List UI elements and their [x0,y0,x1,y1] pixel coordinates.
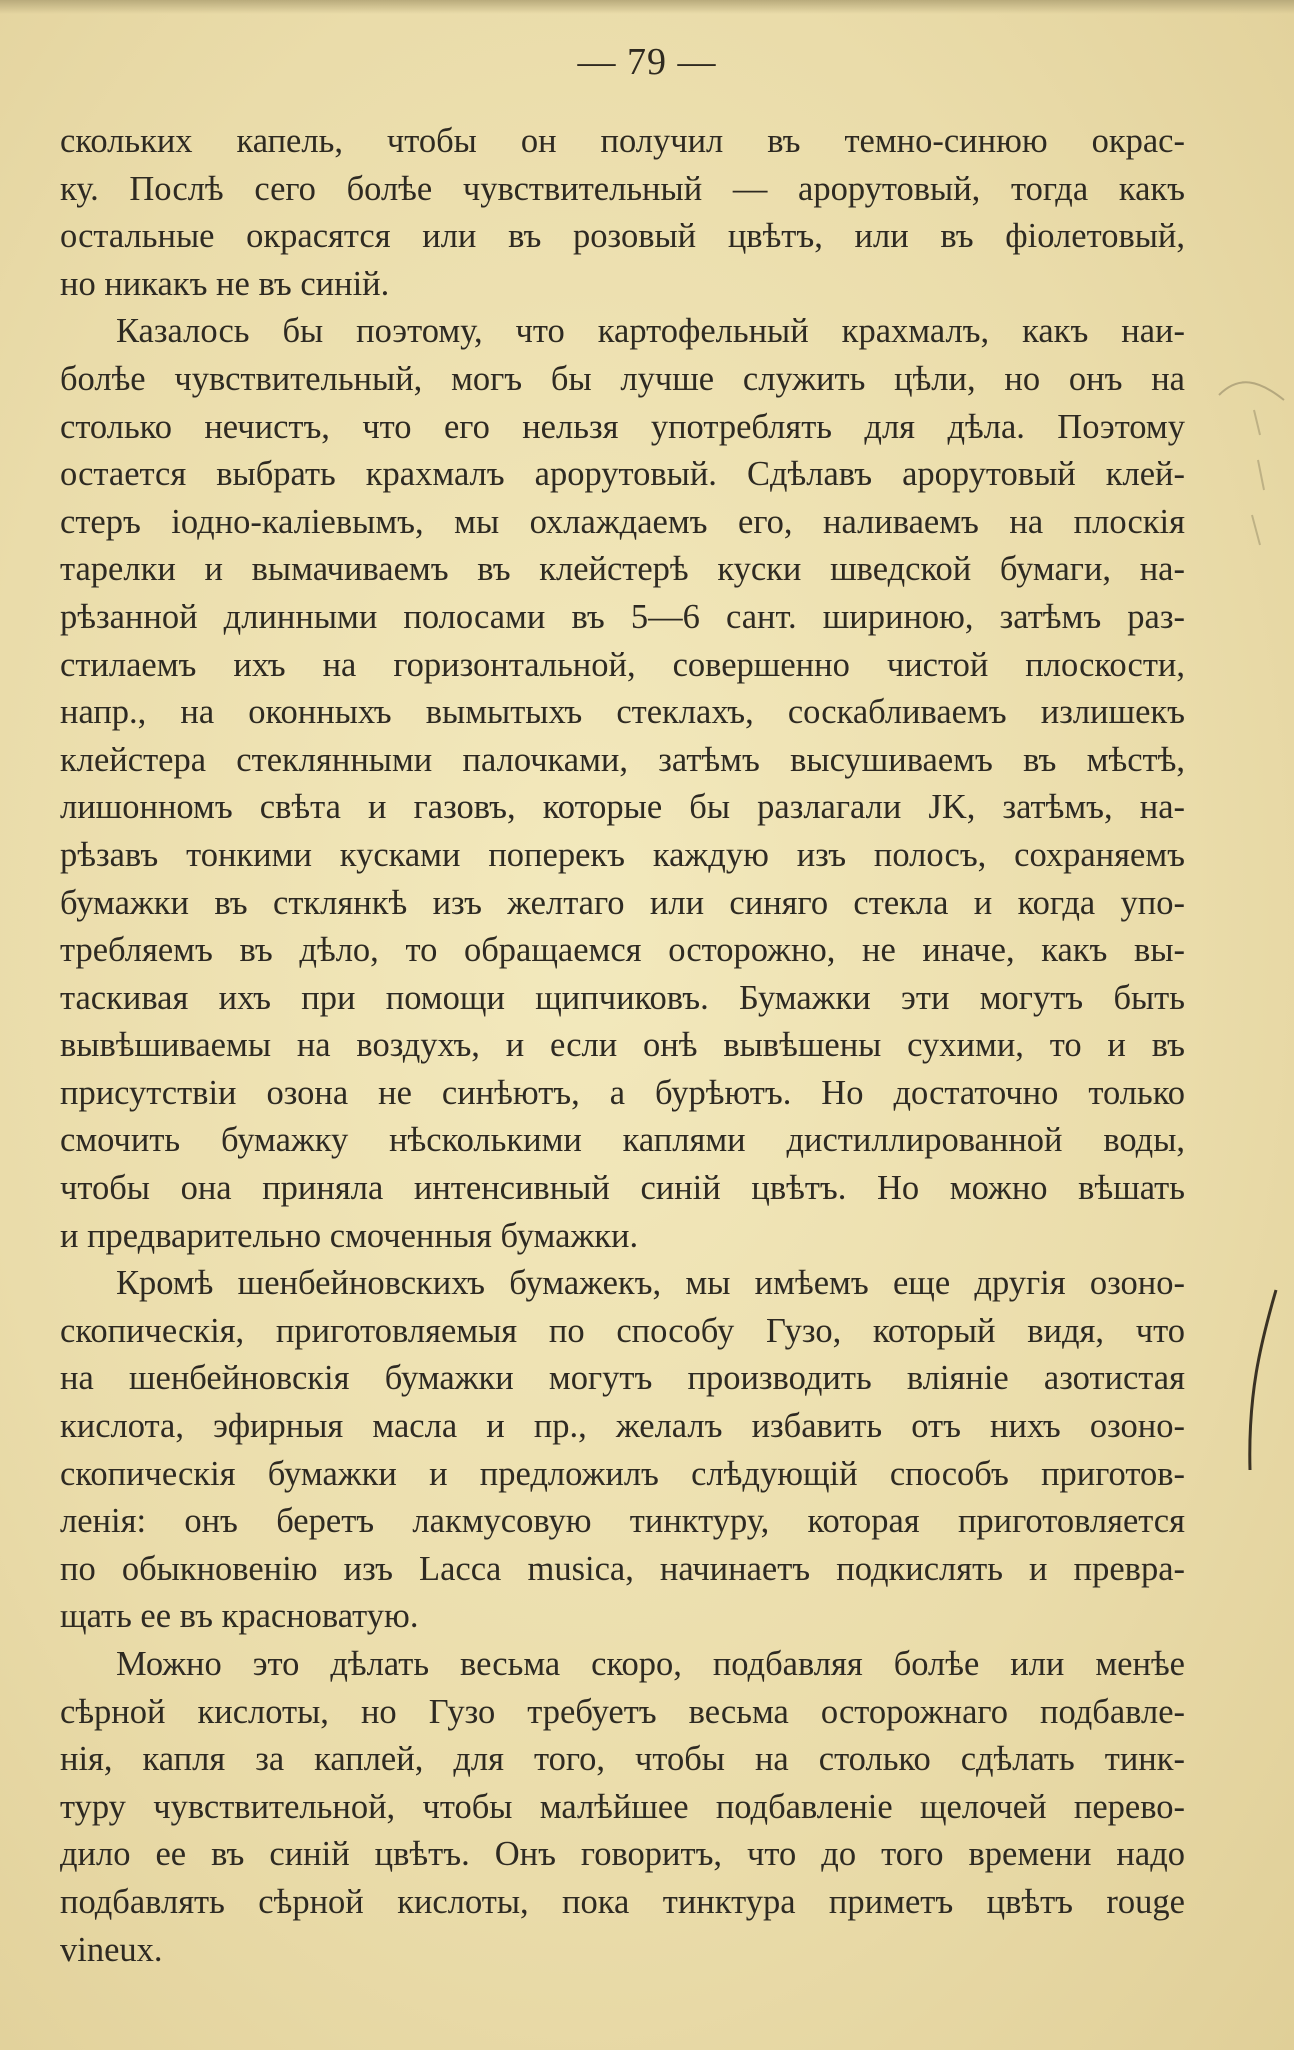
text-line: но никакъ не въ синій. [60,264,390,303]
text-line: остальные окрасятся или въ розовый цвѣтъ, или въ фіолетовый, [60,217,1185,256]
text-line: чтобы она приняла интенсивный синій цвѣтъ. Но можно вѣшать [60,1169,1185,1208]
text-line: тарелки и вымачиваемъ въ клейстерѣ куски шведской бумаги, на- [60,550,1185,589]
text-line: Казалось бы поэтому, что картофельный крахмалъ, какъ наи- [116,312,1185,351]
text-line: ку. Послѣ сего болѣе чувствительный — арорутовый, тогда какъ [60,169,1185,208]
text-line: ленія: онъ беретъ лакмусовую тинктуру, которая приготовляется [60,1502,1185,1541]
paragraph-1 [60,118,1185,308]
text-line: сѣрной кислоты, но Гузо требуетъ весьма осторожнаго подбавле- [60,1692,1185,1731]
text-line: требляемъ въ дѣло, то обращаемся осторожно, не иначе, какъ вы- [60,931,1185,970]
text-line: рѣзавъ тонкими кусками поперекъ каждую изъ полосъ, сохраняемъ [60,835,1185,874]
text-line: клейстера стеклянными палочками, затѣмъ высушиваемъ въ мѣстѣ, [60,740,1185,779]
text-line: рѣзанной длинными полосами въ 5—6 сант. шириною, затѣмъ раз- [60,597,1185,636]
text-line: по обыкновенію изъ Lacca musica, начинаетъ подкислять и превра- [60,1549,1185,1588]
paragraph-2 [60,308,1185,1260]
text-line: Можно это дѣлать весьма скоро, подбавляя болѣе или менѣе [116,1645,1185,1683]
text-line: остается выбрать крахмалъ арорутовый. Сдѣлавъ арорутовый клей- [60,455,1185,494]
text-line: подбавлять сѣрной кислоты, пока тинктура приметъ цвѣтъ rouge [60,1882,1185,1921]
text-line: кислота, эфирныя масла и пр., желалъ избавить отъ нихъ озоно- [60,1407,1185,1446]
margin-pencil-mark [1214,340,1294,560]
text-line: бумажки въ стклянкѣ изъ желтаго или синяго стекла и когда упо- [60,883,1185,922]
text-line: присутствіи озона не синѣютъ, а бурѣютъ. Но достаточно только [60,1073,1185,1112]
text-line: таскивая ихъ при помощи щипчиковъ. Бумажки эти могутъ быть [60,978,1185,1017]
text-line: лишонномъ свѣта и газовъ, которые бы разлагали JK, затѣмъ, на- [60,788,1185,827]
margin-pen-stroke [1240,1285,1280,1475]
text-line: дило ее въ синій цвѣтъ. Онъ говоритъ, что до того времени надо [60,1835,1185,1874]
paragraph-3 [60,1260,1185,1641]
text-line: столько нечистъ, что его нельзя употреблять для дѣла. Поэтому [60,407,1185,446]
text-line: стеръ іодно-каліевымъ, мы охлаждаемъ его, наливаемъ на плоскія [60,502,1185,541]
page-top-shadow [0,0,1294,14]
text-line: на шенбейновскія бумажки могутъ производить вліяніе азотистая [60,1359,1185,1398]
text-line: напр., на оконныхъ вымытыхъ стеклахъ, соскабливаемъ излишекъ [60,693,1185,732]
text-line: нія, капля за каплей, для того, чтобы на столько сдѣлать тинк- [60,1740,1185,1779]
text-line: скопическія бумажки и предложилъ слѣдующій способъ приготов- [60,1454,1185,1493]
text-line: щать ее въ красноватую. [60,1597,419,1636]
text-line: стилаемъ ихъ на горизонтальной, совершенно чистой плоскости, [60,645,1185,684]
body-text [60,118,1185,1974]
text-line: туру чувствительной, чтобы малѣйшее подбавленіе щелочей перево- [60,1787,1185,1826]
text-line: смочить бумажку нѣсколькими каплями дистиллированной воды, [60,1121,1185,1160]
text-line: Кромѣ шенбейновскихъ бумажекъ, мы имѣемъ еще другія озоно- [116,1264,1185,1303]
text-line: vineux. [60,1930,163,1969]
text-line: болѣе чувствительный, могъ бы лучше служить цѣли, но онъ на [60,359,1185,398]
text-line: скопическія, приготовляемыя по способу Гузо, который видя, что [60,1311,1185,1350]
text-line: вывѣшиваемы на воздухъ, и если онѣ вывѣшены сухими, то и въ [60,1026,1185,1065]
text-line: и предварительно смоченныя бумажки. [60,1216,639,1255]
text-line: скольких капель, чтобы он получил въ темно-синюю окрас- [60,122,1185,160]
paragraph-4 [60,1641,1185,1974]
page-number: — 79 — [577,41,717,83]
